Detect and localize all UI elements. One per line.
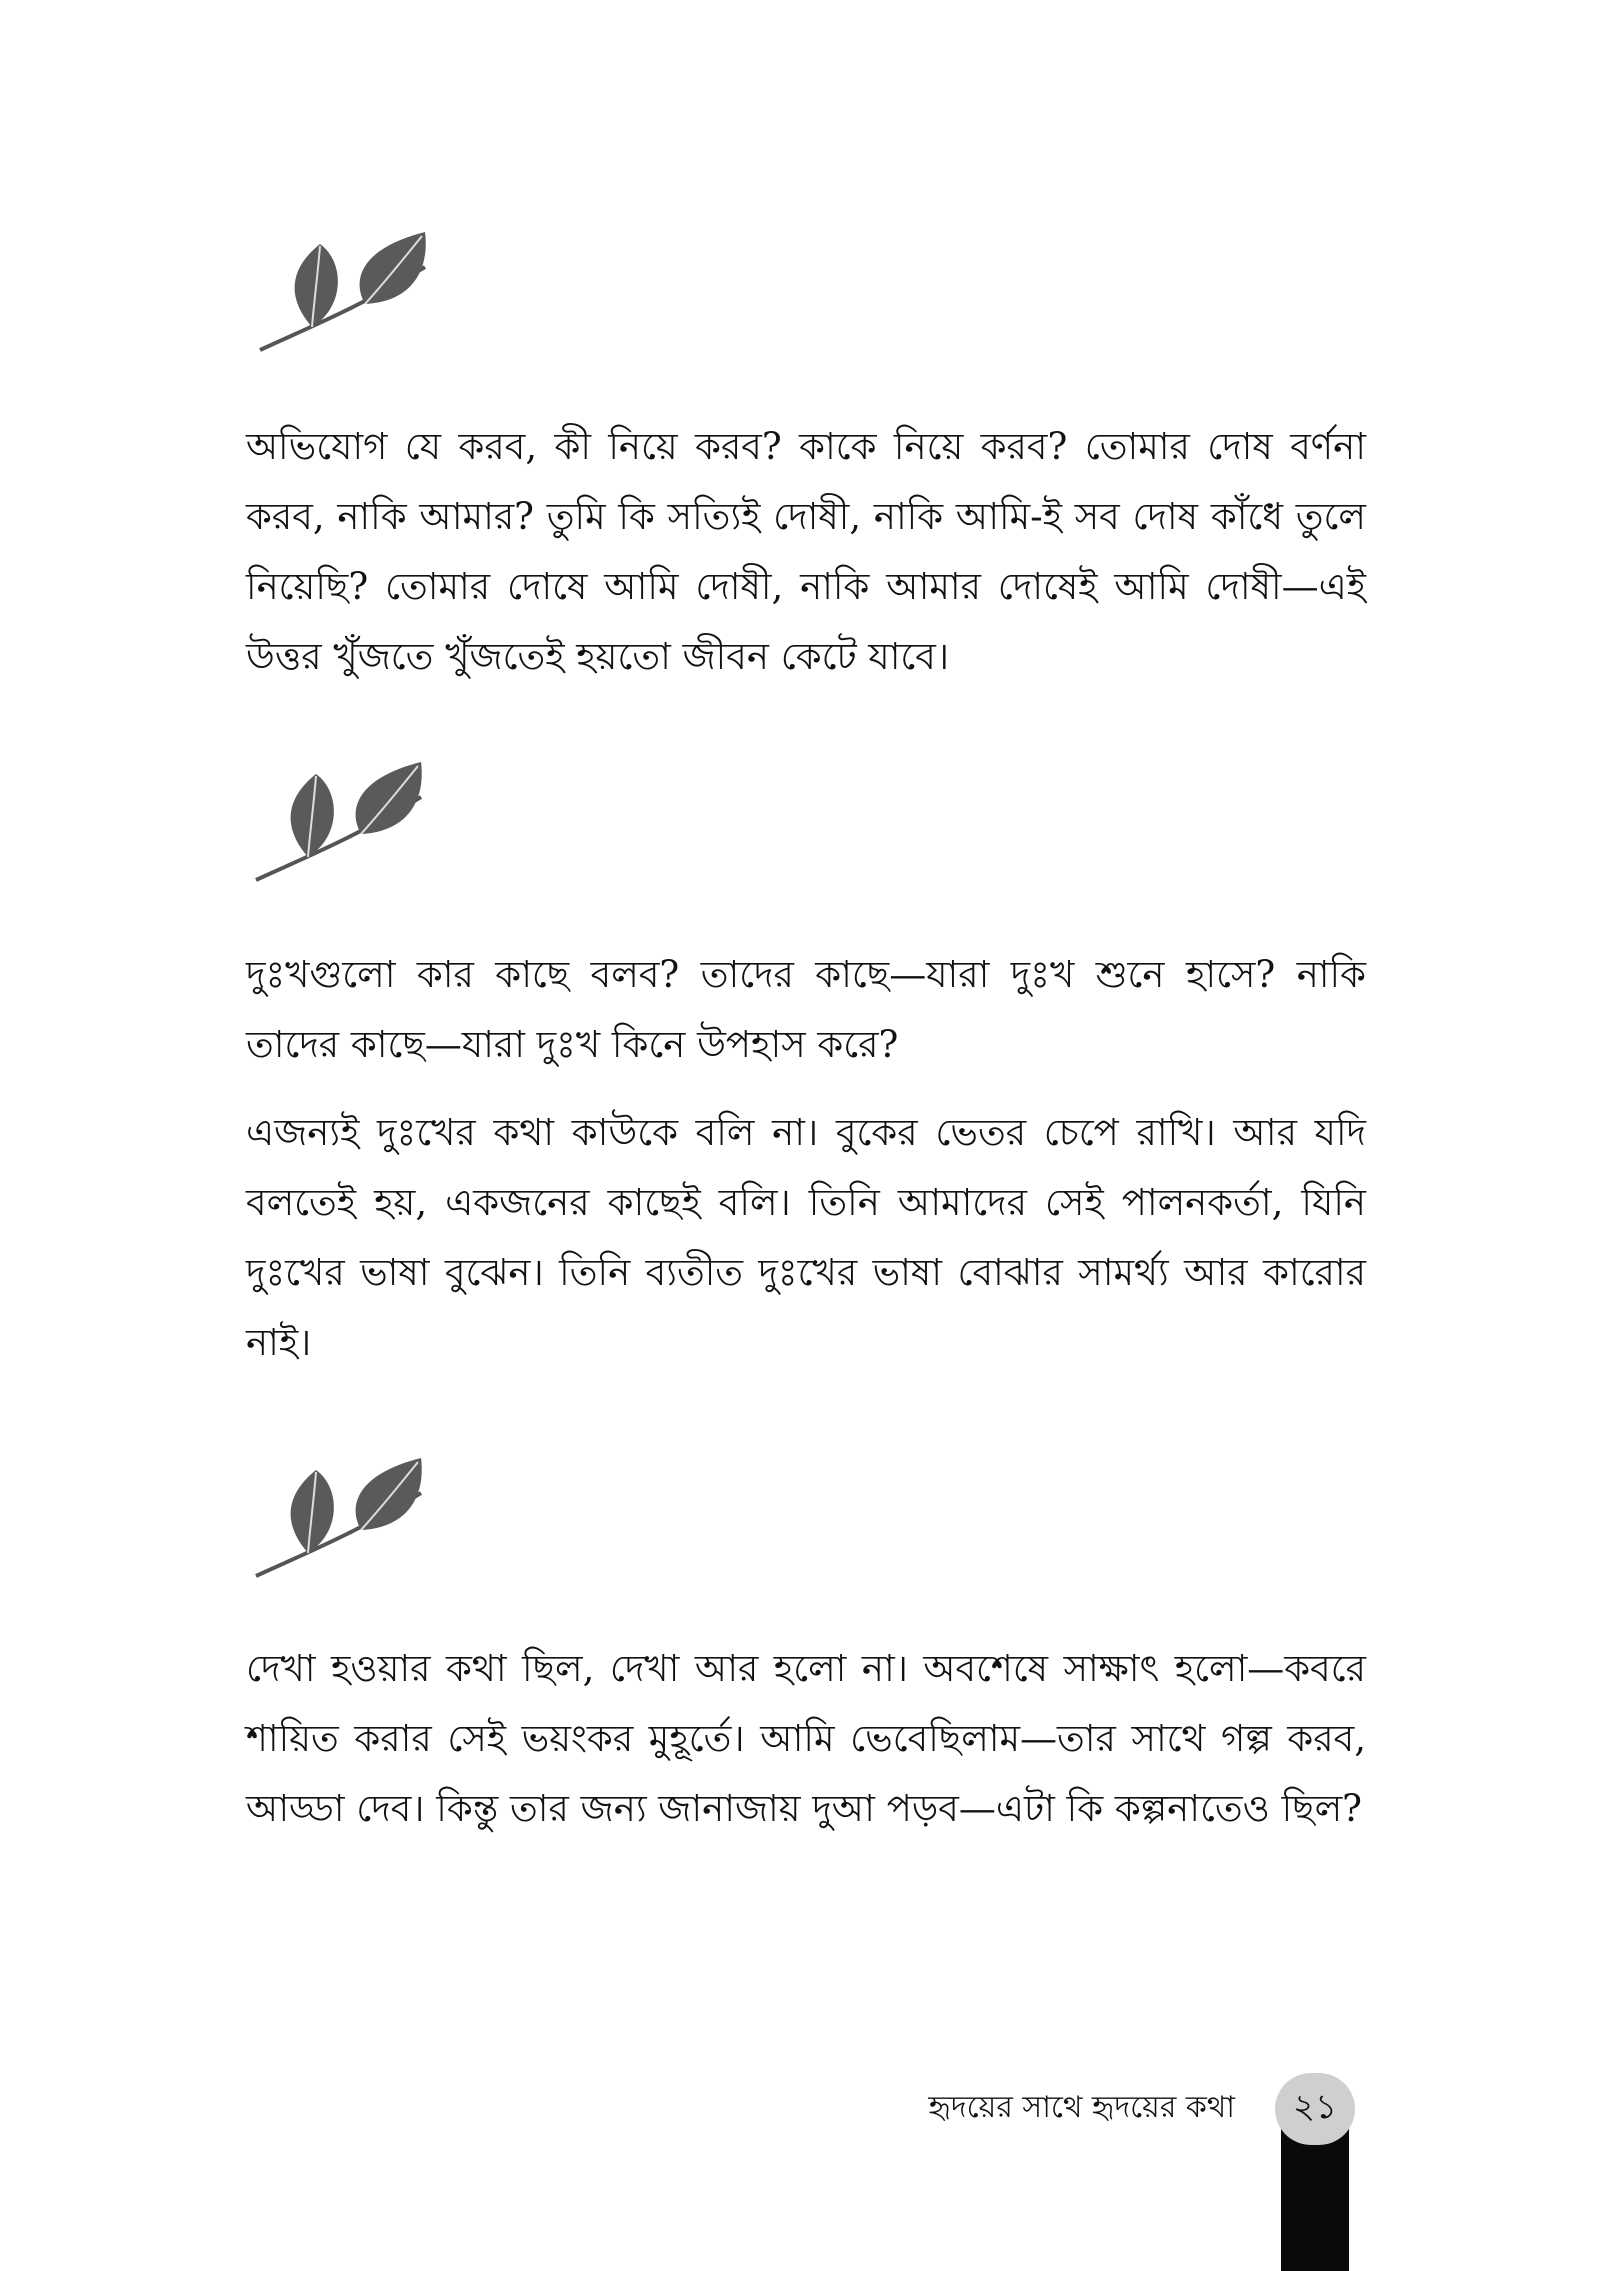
leaf-branch-icon bbox=[246, 762, 446, 882]
page-number: ২১ bbox=[1275, 2073, 1355, 2145]
passage-meeting bbox=[246, 1634, 1366, 1862]
paragraph: এজন্যই দুঃখের কথা কাউকে বলি না। বুকের ভেতর চেপে রাখি। আর যদি বলতেই হয়, একজনের কাছেই বলি। তিনি আমাদের সেই পালনকর্তা, যিনি দুঃখের ভাষা বুঝেন। তিনি ব্যতীত দুঃখের ভাষা বোঝার সামর্থ্য আর কারোর নাই। bbox=[246, 1111, 1366, 1364]
leaf-branch-icon bbox=[246, 1458, 446, 1578]
page-tab bbox=[1275, 2073, 1355, 2271]
passage-complaint bbox=[246, 412, 1366, 710]
paragraph: অভিযোগ যে করব, কী নিয়ে করব? কাকে নিয়ে করব? তোমার দোষ বর্ণনা করব, নাকি আমার? তুমি কি সত্যিই দোষী, নাকি আমি-ই সব দোষ কাঁধে তুলে নিয়েছি? তোমার দোষে আমি দোষী, নাকি আমার দোষেই আমি দোষী—এই উত্তর খুঁজতে খুঁজতেই হয়তো জীবন কেটে যাবে। bbox=[246, 425, 1366, 678]
leaf-branch-icon bbox=[250, 232, 450, 352]
passage-sorrow bbox=[246, 940, 1366, 1396]
paragraph: দুঃখগুলো কার কাছে বলব? তাদের কাছে—যারা দুঃখ শুনে হাসে? নাকি তাদের কাছে—যারা দুঃখ কিনে উপহাস করে? bbox=[246, 953, 1366, 1066]
running-footer-title: হৃদয়ের সাথে হৃদয়ের কথা bbox=[928, 2090, 1235, 2125]
paragraph: দেখা হওয়ার কথা ছিল, দেখা আর হলো না। অবশেষে সাক্ষাৎ হলো—কবরে শায়িত করার সেই ভয়ংকর মুহূর্তে। আমি ভেবেছিলাম—তার সাথে গল্প করব, আড্ডা দেব। কিন্তু তার জন্য জানাজায় দুআ পড়ব—এটা কি কল্পনাতেও ছিল? bbox=[246, 1647, 1366, 1830]
